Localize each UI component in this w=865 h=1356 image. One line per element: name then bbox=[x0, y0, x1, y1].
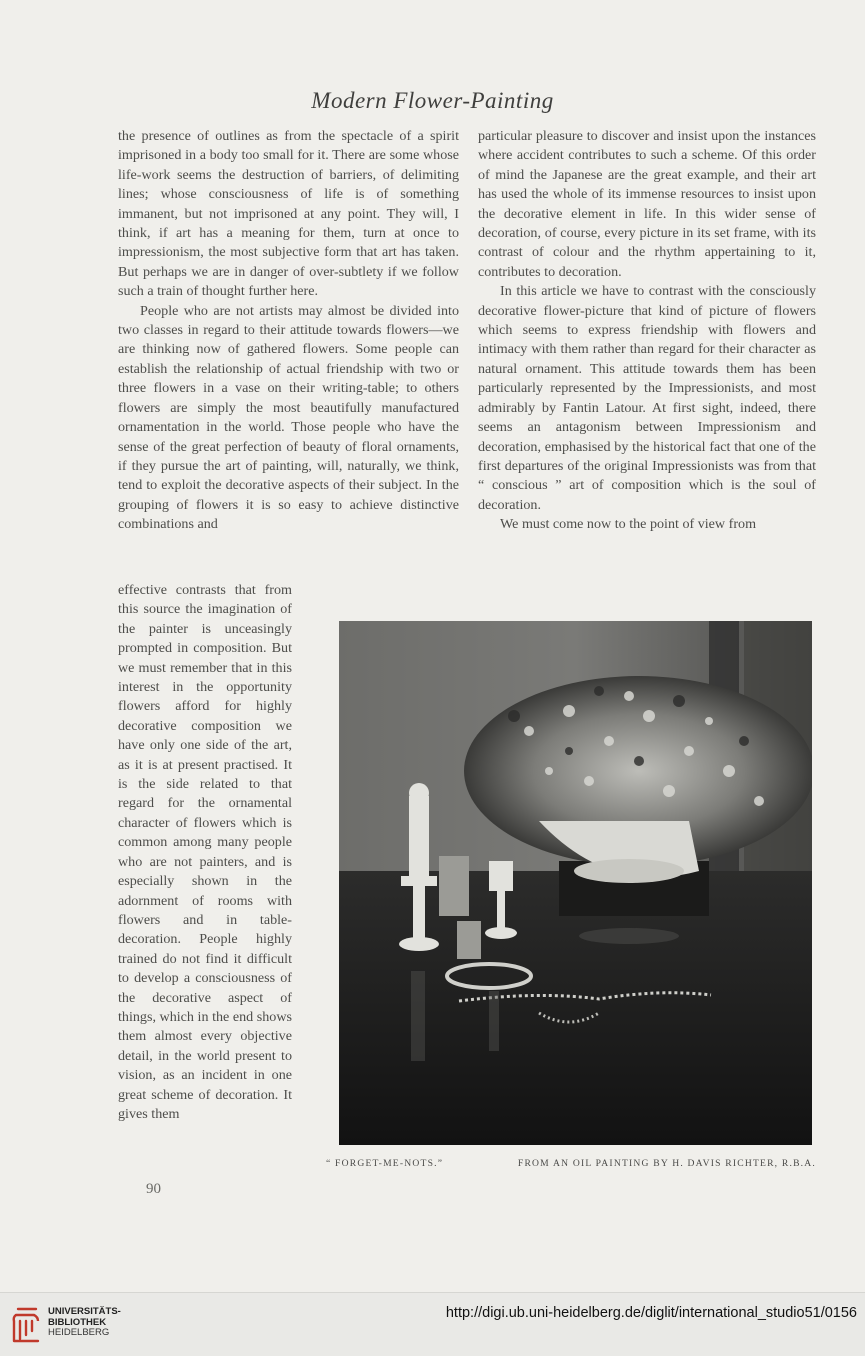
library-name-line-3: HEIDELBERG bbox=[48, 1327, 110, 1338]
right-paragraph-1: particular pleasure to discover and insist upon the instances where accident contributes to such a scheme. Of this order of mind the Japanese are the great example, and their art has used the whole of its immense resources to insist upon the decorative element in life. In this wider sense of decoration, of course, every picture in its set frame, with its contrast of colour and the rhythm appertaining to it, contributes to decoration. bbox=[478, 128, 816, 280]
left-paragraph-2-continued: effective contrasts that from this source the imagination of the painter is unceasingly prompted in composition. But we must remember that in this interest in the opportunity flowers afford for highly decorative composition we have only one side of the art, as it is at present practised. It is the side related to that regard for the ornamental character of flowers which is common among many people who are not painters, and is especially shown in the adornment of rooms with flowers and in table-decoration. People highly trained do not find it difficult to develop a consciousness of the decorative aspect of things, which in the end shows them almost every objective detail, in the world present to vision, as an incident in one great scheme of decoration. It gives them bbox=[118, 582, 292, 1122]
page-number: 90 bbox=[146, 1181, 161, 1197]
left-column bbox=[118, 127, 459, 535]
painting-plate bbox=[339, 621, 812, 1145]
university-library-logo-icon bbox=[12, 1305, 42, 1345]
right-column bbox=[478, 127, 816, 535]
source-url[interactable]: http://digi.ub.uni-heidelberg.de/diglit/international_studio51/0156 bbox=[445, 1305, 857, 1321]
left-column-wrapped-text bbox=[118, 581, 292, 1124]
library-name-line-2: BIBLIOTHEK bbox=[48, 1316, 107, 1328]
right-paragraph-2: In this article we have to contrast with the consciously decorative flower-picture that kind of picture of flowers which seems to express friendship with flowers and intimacy with them rather than regard for their character as natural ornament. This attitude towards them has been particularly represented by the Impressionists, and most admirably by Fantin Latour. At first sight, indeed, there seems an antagonism between Impressionism and decoration, emphasised by the historical fact that one of the first departures of the original Impressionists was from that “ conscious ” art of composition which is the soul of decoration. bbox=[478, 283, 816, 513]
plate-caption-credit: FROM AN OIL PAINTING BY H. DAVIS RICHTER, R.B.A. bbox=[517, 1158, 816, 1169]
library-name-line-1: UNIVERSITÄTS- bbox=[48, 1306, 121, 1317]
right-paragraph-3: We must come now to the point of view from bbox=[500, 516, 757, 533]
left-paragraph-1: the presence of outlines as from the spectacle of a spirit imprisoned in a body too small for it. There are some whose life-work seems the destruction of barriers, of delimiting lines; whose consciousness of life is of something immanent, but not imprisoned at any point. They will, I think, if art has a meaning for them, turn at once to impressionism, the most subjective form that art has taken. But perhaps we are in danger of over-subtlety if we follow such a train of thought further here. bbox=[118, 128, 459, 300]
library-name bbox=[48, 1307, 121, 1339]
painting-illustration bbox=[339, 621, 812, 1145]
left-paragraph-2: People who are not artists may almost be divided into two classes in regard to their attitude towards flowers—we are thinking now of gathered flowers. Some people can establish the relationship of actual friendship with two or three flowers in a vase on their writing-table; to others flowers are simply the most beautifully manufactured ornamentation in the world. Those people who have the sense of the great perfection of beauty of floral ornaments, if they pursue the art of painting, will, naturally, we think, tend to exploit the decorative aspects of their subject. In the grouping of flowers it is so easy to achieve distinctive combinations and bbox=[118, 302, 459, 533]
running-title: Modern Flower-Painting bbox=[311, 88, 554, 113]
plate-caption bbox=[326, 1158, 816, 1169]
plate-caption-title: “ FORGET-ME-NOTS.” bbox=[326, 1158, 444, 1169]
library-footer bbox=[0, 1292, 865, 1356]
